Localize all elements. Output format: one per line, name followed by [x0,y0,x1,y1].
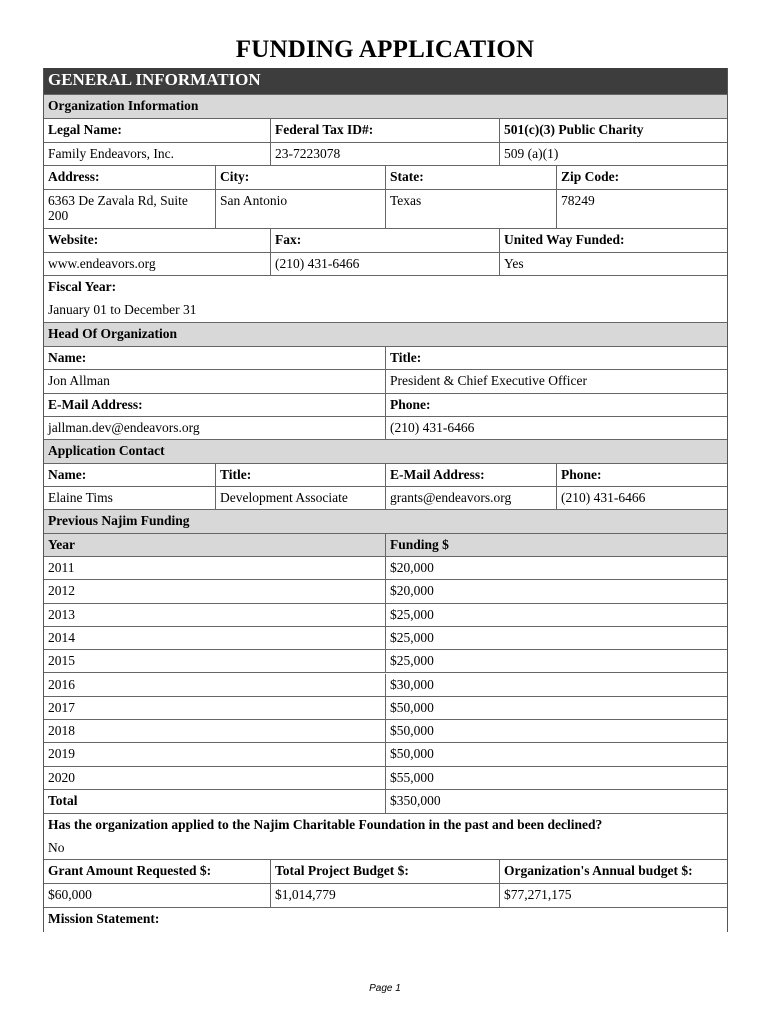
head-name-label: Name: [48,350,87,365]
funding-header-row [44,534,727,557]
general-info-header [44,68,727,95]
general-info-title: GENERAL INFORMATION [44,68,727,94]
funding-year: 2013 [48,606,75,622]
funding-row [44,697,727,720]
zip-value: 78249 [556,190,727,228]
project-budget-label: Total Project Budget $: [270,860,499,883]
fiscal-label-row [44,276,727,299]
annual-budget-value: $77,271,175 [499,884,727,907]
org-label-row [44,119,727,143]
funding-row [44,743,727,766]
head-value-row [44,370,727,394]
contact-title-label: Title: [215,464,385,486]
funding-total-value: $350,000 [385,790,727,813]
funding-year: 2014 [48,629,75,645]
head-email-label: E-Mail Address: [48,397,143,412]
head-contact-value-row [44,417,727,440]
funding-amount: $20,000 [385,557,727,579]
org-value-row [44,143,727,166]
budget-value-row [44,884,727,908]
contact-value-row [44,487,727,510]
zip-label: Zip Code: [556,166,727,189]
funding-amount: $20,000 [385,580,727,602]
united-way-value: Yes [499,253,727,275]
fiscal-year-value: January 01 to December 31 [48,302,197,317]
address-label: Address: [48,169,100,184]
contact-phone-value: (210) 431-6466 [556,487,727,509]
project-budget-value: $1,014,779 [270,884,499,907]
city-value: San Antonio [215,190,385,228]
legal-name-value: Family Endeavors, Inc. [48,146,174,161]
funding-amount-header: Funding $ [385,534,727,556]
state-label: State: [385,166,556,189]
head-phone-label: Phone: [385,394,727,416]
contact-title-value: Development Associate [215,487,385,509]
fiscal-year-label: Fiscal Year: [48,279,117,294]
funding-row [44,674,727,697]
mission-row [44,908,727,932]
funding-year-header: Year [44,534,385,556]
funding-row [44,604,727,627]
contact-name-label: Name: [48,467,87,482]
head-section [44,323,727,347]
head-contact-label-row [44,394,727,417]
funding-row [44,557,727,580]
funding-section-title: Previous Najim Funding [44,510,727,533]
grant-amount-label: Grant Amount Requested $: [48,863,212,878]
contact-email-label: E-Mail Address: [385,464,556,486]
fax-label: Fax: [270,229,499,252]
fax-value: (210) 431-6466 [270,253,499,275]
funding-total-label: Total [48,793,78,808]
address-value: 6363 De Zavala Rd, Suite 200 [48,193,188,223]
funding-amount: $50,000 [385,720,727,742]
address-label-row [44,166,727,190]
funding-amount: $30,000 [385,674,727,696]
fiscal-value-row [44,299,727,323]
contact-phone-label: Phone: [556,464,727,486]
head-phone-value: (210) 431-6466 [385,417,727,439]
city-label: City: [215,166,385,189]
funding-row [44,720,727,743]
website-label: Website: [48,232,99,247]
head-label-row [44,347,727,370]
annual-budget-label: Organization's Annual budget $: [499,860,727,883]
declined-answer-row [44,837,727,860]
funding-amount: $50,000 [385,697,727,719]
address-value-row [44,190,727,229]
contact-section [44,440,727,464]
funding-year: 2019 [48,746,75,762]
legal-name-label: Legal Name: [48,122,122,137]
united-way-label: United Way Funded: [499,229,727,252]
website-value: www.endeavors.org [48,256,156,271]
head-title-label: Title: [385,347,727,369]
tax-id-value: 23-7223078 [270,143,499,165]
declined-question: Has the organization applied to the Najim Charitable Foundation in the past and been declined? [48,817,603,832]
contact-label-row [44,464,727,487]
head-name-value: Jon Allman [48,373,110,388]
org-info-title: Organization Information [44,95,727,118]
budget-label-row [44,860,727,884]
funding-year: 2015 [48,653,75,669]
funding-year: 2017 [48,699,75,715]
funding-amount: $50,000 [385,743,727,765]
funding-total-row [44,790,727,814]
funding-row [44,580,727,603]
funding-row [44,767,727,790]
funding-section [44,510,727,534]
head-email-value: jallman.dev@endeavors.org [48,420,200,435]
declined-question-row [44,814,727,837]
website-value-row [44,253,727,276]
contact-section-title: Application Contact [44,440,727,463]
grant-amount-value: $60,000 [48,887,92,902]
application-form [43,68,728,932]
funding-year: 2012 [48,583,75,599]
contact-email-value: grants@endeavors.org [385,487,556,509]
org-info-section [44,95,727,119]
funding-row [44,650,727,673]
declined-answer: No [48,840,65,855]
state-value: Texas [385,190,556,228]
funding-year: 2016 [48,676,75,692]
funding-amount: $25,000 [385,604,727,626]
funding-amount: $25,000 [385,650,727,672]
charity-value: 509 (a)(1) [499,143,727,165]
contact-name-value: Elaine Tims [48,490,113,505]
tax-id-label: Federal Tax ID#: [270,119,499,142]
head-title-value: President & Chief Executive Officer [385,370,727,393]
head-section-title: Head Of Organization [44,323,727,346]
funding-year: 2018 [48,723,75,739]
funding-amount: $55,000 [385,767,727,789]
funding-amount: $25,000 [385,627,727,649]
funding-year: 2020 [48,769,75,785]
website-label-row [44,229,727,253]
funding-row [44,627,727,650]
page-number: Page 1 [369,983,401,994]
funding-year: 2011 [48,560,75,575]
document-title: FUNDING APPLICATION [235,36,535,63]
charity-label: 501(c)(3) Public Charity [499,119,727,142]
mission-statement-label: Mission Statement: [48,911,160,926]
